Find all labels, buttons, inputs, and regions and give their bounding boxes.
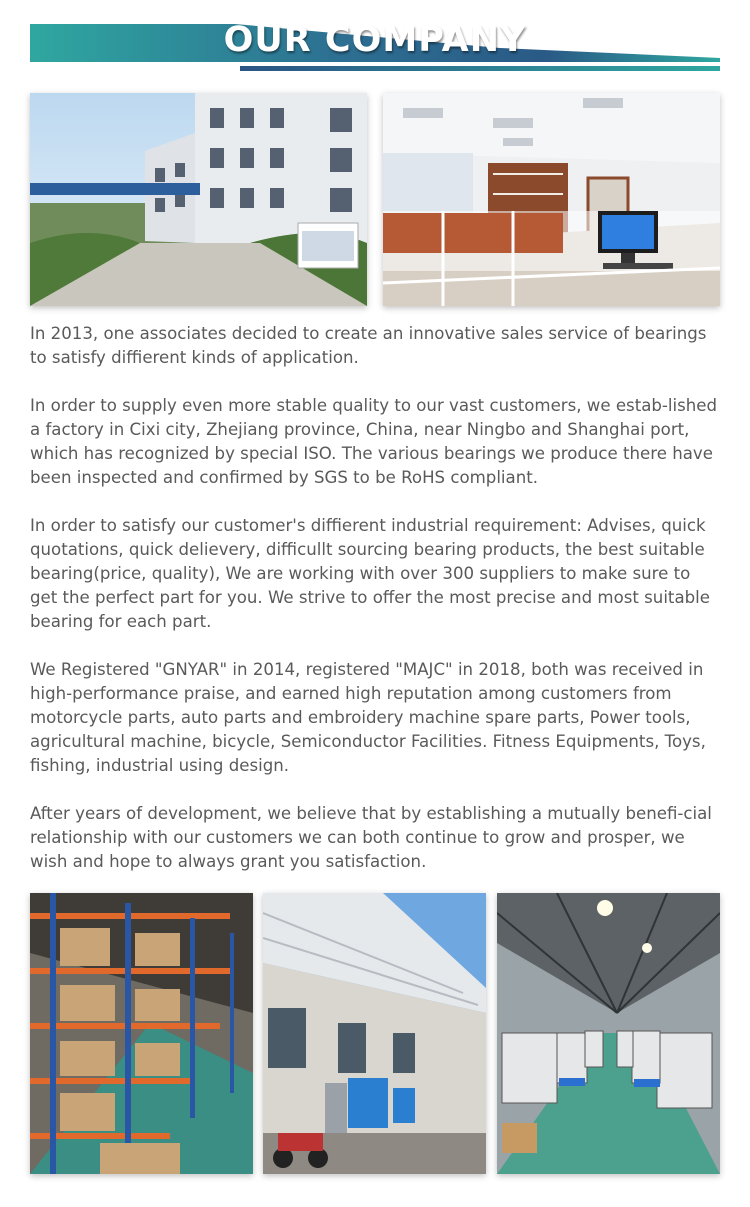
paragraph-history: In 2013, one associates decided to create an innovative sales service of bearings to satisfy diffierent kinds of application. [30,324,707,367]
paragraph-suppliers: In order to satisfy our customer's diffierent industrial requirement: Advises, quick quotations, quick delievery, difficullt sourcing bearing products, the best suitable bearing(price, quality), We are working with over 300 suppliers to make sure to get the perfect part for you. We strive to offer the most precise and most suitable bearing for each part. [30,516,710,631]
company-description [30,322,722,898]
page-title: OUR COMPANY [223,20,527,60]
factory-exterior-photo [263,893,486,1174]
paragraph-development: After years of development, we believe that by establishing a mutually benefi-cial relationship with our customers we can both continue to grow and prosper, we wish and hope to always grant you satisfaction. [30,804,712,871]
cnc-workshop-photo [497,893,720,1174]
factory-building-photo [30,93,367,306]
office-interior-photo [383,93,720,306]
header-banner [30,18,720,78]
paragraph-factory: In order to supply even more stable quality to our vast customers, we estab-lished a factory in Cixi city, Zhejiang province, China, near Ningbo and Shanghai port, which has recognized by special ISO. The various bearings we produce there have been inspected and confirmed by SGS to be RoHS compliant. [30,396,718,487]
paragraph-brands: We Registered "GNYAR" in 2014, registered "MAJC" in 2018, both was received in high-performance praise, and earned high reputation among customers from motorcycle parts, auto parts and embroidery machine spare parts, Power tools, agricultural machine, bicycle, Semiconductor Facilities. Fitness Equipments, Toys, fishing, industrial using design. [30,660,706,775]
warehouse-shelves-photo [30,893,253,1174]
